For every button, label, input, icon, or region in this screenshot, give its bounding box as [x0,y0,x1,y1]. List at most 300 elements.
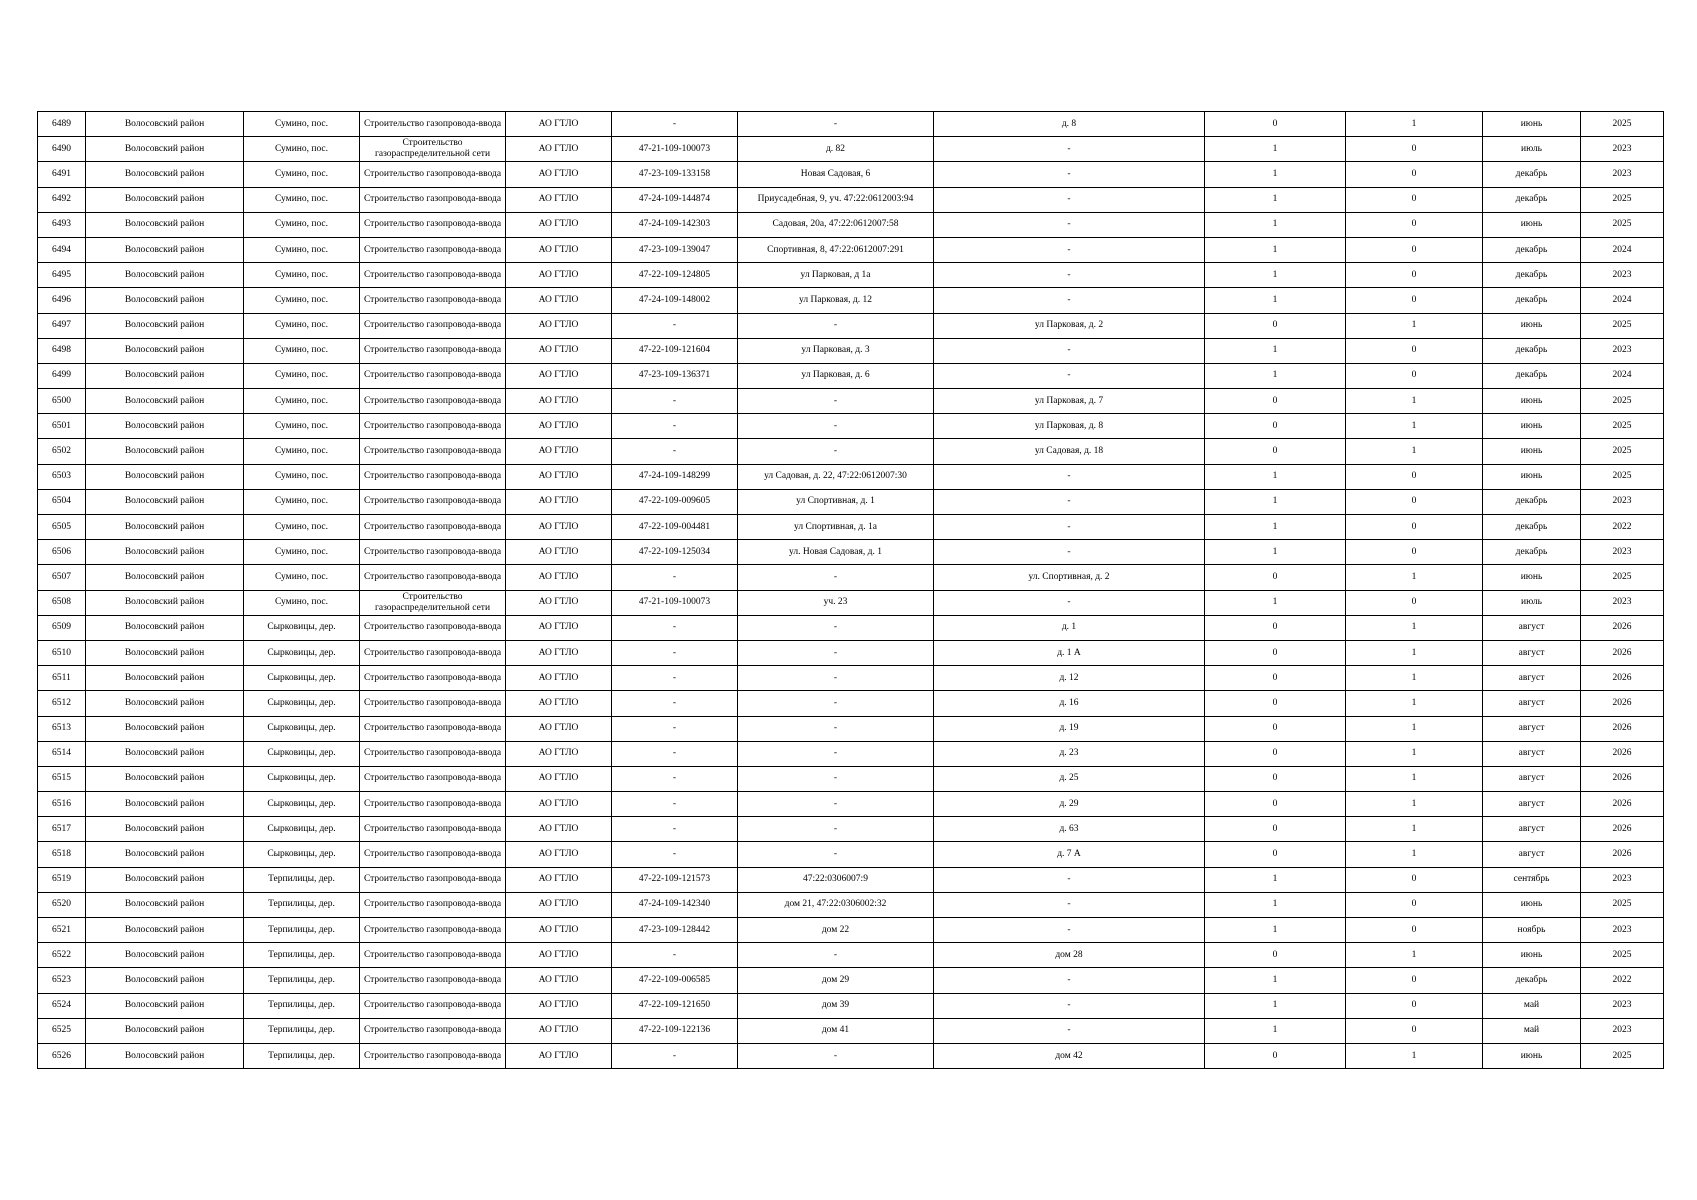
district-cell: Волосовский район [86,137,244,162]
month-cell: декабрь [1483,515,1581,540]
address-connected-cell: Спортивная, 8, 47:22:0612007:291 [738,237,934,262]
year-cell: 2023 [1581,1018,1664,1043]
row-number-cell: 6522 [38,943,86,968]
address-planned-cell: д. 23 [934,741,1205,766]
month-cell: декабрь [1483,162,1581,187]
connected-count-cell: 0 [1205,439,1346,464]
settlement-cell: Сумино, пос. [244,288,360,313]
organization-cell: АО ГТЛО [506,212,612,237]
planned-count-cell: 1 [1346,792,1483,817]
table-row [38,137,1664,162]
organization-cell: АО ГТЛО [506,565,612,590]
table-row [38,817,1664,842]
table-body [38,112,1664,1069]
work-type-cell: Строительство газопровода-ввода [360,313,506,338]
organization-cell: АО ГТЛО [506,515,612,540]
row-number-cell: 6496 [38,288,86,313]
connected-count-cell: 0 [1205,666,1346,691]
connected-count-cell: 0 [1205,112,1346,137]
year-cell: 2023 [1581,338,1664,363]
table-row [38,263,1664,288]
application-number-cell: - [612,565,738,590]
month-cell: июнь [1483,565,1581,590]
organization-cell: АО ГТЛО [506,187,612,212]
address-planned-cell: д. 1 А [934,640,1205,665]
work-type-cell: Строительство газопровода-ввода [360,792,506,817]
district-cell: Волосовский район [86,691,244,716]
year-cell: 2022 [1581,515,1664,540]
row-number-cell: 6497 [38,313,86,338]
address-connected-cell: Садовая, 20а, 47:22:0612007:58 [738,212,934,237]
address-planned-cell: - [934,892,1205,917]
district-cell: Волосовский район [86,615,244,640]
district-cell: Волосовский район [86,112,244,137]
connected-count-cell: 0 [1205,741,1346,766]
district-cell: Волосовский район [86,363,244,388]
address-planned-cell: ул Парковая, д. 7 [934,389,1205,414]
address-connected-cell: дом 21, 47:22:0306002:32 [738,892,934,917]
application-number-cell: 47-22-109-121573 [612,867,738,892]
application-number-cell: - [612,691,738,716]
connected-count-cell: 1 [1205,363,1346,388]
month-cell: август [1483,640,1581,665]
organization-cell: АО ГТЛО [506,590,612,615]
organization-cell: АО ГТЛО [506,741,612,766]
work-type-cell: Строительство газопровода-ввода [360,766,506,791]
planned-count-cell: 0 [1346,918,1483,943]
month-cell: декабрь [1483,187,1581,212]
settlement-cell: Сырковицы, дер. [244,817,360,842]
connected-count-cell: 0 [1205,766,1346,791]
year-cell: 2026 [1581,842,1664,867]
planned-count-cell: 1 [1346,565,1483,590]
district-cell: Волосовский район [86,515,244,540]
work-type-cell: Строительство газопровода-ввода [360,943,506,968]
organization-cell: АО ГТЛО [506,137,612,162]
organization-cell: АО ГТЛО [506,842,612,867]
settlement-cell: Сырковицы, дер. [244,640,360,665]
settlement-cell: Сумино, пос. [244,212,360,237]
address-connected-cell: - [738,741,934,766]
planned-count-cell: 0 [1346,968,1483,993]
row-number-cell: 6511 [38,666,86,691]
address-planned-cell: д. 12 [934,666,1205,691]
month-cell: декабрь [1483,540,1581,565]
row-number-cell: 6513 [38,716,86,741]
row-number-cell: 6518 [38,842,86,867]
row-number-cell: 6524 [38,993,86,1018]
application-number-cell: - [612,414,738,439]
year-cell: 2025 [1581,389,1664,414]
year-cell: 2026 [1581,615,1664,640]
table-row [38,640,1664,665]
month-cell: июнь [1483,439,1581,464]
organization-cell: АО ГТЛО [506,968,612,993]
work-type-cell: Строительство газопровода-ввода [360,892,506,917]
application-number-cell: - [612,640,738,665]
row-number-cell: 6493 [38,212,86,237]
year-cell: 2025 [1581,112,1664,137]
year-cell: 2024 [1581,237,1664,262]
settlement-cell: Сырковицы, дер. [244,792,360,817]
settlement-cell: Сумино, пос. [244,237,360,262]
work-type-cell: Строительство газопровода-ввода [360,615,506,640]
connected-count-cell: 0 [1205,943,1346,968]
planned-count-cell: 1 [1346,817,1483,842]
row-number-cell: 6505 [38,515,86,540]
organization-cell: АО ГТЛО [506,237,612,262]
district-cell: Волосовский район [86,565,244,590]
organization-cell: АО ГТЛО [506,993,612,1018]
district-cell: Волосовский район [86,288,244,313]
connected-count-cell: 1 [1205,187,1346,212]
address-connected-cell: - [738,691,934,716]
address-connected-cell: - [738,414,934,439]
table-row [38,741,1664,766]
address-planned-cell: ул Садовая, д. 18 [934,439,1205,464]
planned-count-cell: 1 [1346,640,1483,665]
settlement-cell: Сырковицы, дер. [244,842,360,867]
table-row [38,313,1664,338]
address-connected-cell: - [738,389,934,414]
settlement-cell: Сумино, пос. [244,439,360,464]
month-cell: июнь [1483,464,1581,489]
row-number-cell: 6491 [38,162,86,187]
planned-count-cell: 1 [1346,112,1483,137]
address-connected-cell: 47:22:0306007:9 [738,867,934,892]
address-planned-cell: - [934,968,1205,993]
table-row [38,565,1664,590]
district-cell: Волосовский район [86,842,244,867]
month-cell: август [1483,817,1581,842]
table-row [38,338,1664,363]
application-number-cell: 47-22-109-125034 [612,540,738,565]
year-cell: 2026 [1581,766,1664,791]
address-connected-cell: ул Спортивная, д. 1 [738,489,934,514]
month-cell: май [1483,993,1581,1018]
table-row [38,590,1664,615]
table-row [38,867,1664,892]
district-cell: Волосовский район [86,817,244,842]
connected-count-cell: 0 [1205,817,1346,842]
row-number-cell: 6520 [38,892,86,917]
address-connected-cell: - [738,112,934,137]
address-connected-cell: д. 82 [738,137,934,162]
row-number-cell: 6504 [38,489,86,514]
planned-count-cell: 0 [1346,137,1483,162]
table-row [38,1018,1664,1043]
work-type-cell: Строительство газопровода-ввода [360,439,506,464]
address-planned-cell: д. 7 А [934,842,1205,867]
row-number-cell: 6526 [38,1043,86,1068]
year-cell: 2025 [1581,892,1664,917]
table-row [38,892,1664,917]
application-number-cell: - [612,615,738,640]
connected-count-cell: 0 [1205,842,1346,867]
address-connected-cell: - [738,439,934,464]
settlement-cell: Сырковицы, дер. [244,716,360,741]
planned-count-cell: 0 [1346,515,1483,540]
work-type-cell: Строительство газопровода-ввода [360,968,506,993]
connected-count-cell: 1 [1205,338,1346,363]
settlement-cell: Терпилицы, дер. [244,993,360,1018]
application-number-cell: 47-21-109-100073 [612,590,738,615]
address-planned-cell: дом 28 [934,943,1205,968]
work-type-cell: Строительство газопровода-ввода [360,993,506,1018]
planned-count-cell: 1 [1346,842,1483,867]
address-connected-cell: - [738,766,934,791]
settlement-cell: Сумино, пос. [244,313,360,338]
application-number-cell: 47-24-109-148002 [612,288,738,313]
application-number-cell: - [612,112,738,137]
settlement-cell: Сырковицы, дер. [244,691,360,716]
district-cell: Волосовский район [86,666,244,691]
organization-cell: АО ГТЛО [506,766,612,791]
address-connected-cell: дом 22 [738,918,934,943]
work-type-cell: Строительство газопровода-ввода [360,666,506,691]
table-row [38,943,1664,968]
row-number-cell: 6507 [38,565,86,590]
application-number-cell: - [612,943,738,968]
work-type-cell: Строительство газопровода-ввода [360,842,506,867]
year-cell: 2025 [1581,187,1664,212]
year-cell: 2025 [1581,943,1664,968]
organization-cell: АО ГТЛО [506,489,612,514]
application-number-cell: 47-22-109-121604 [612,338,738,363]
planned-count-cell: 0 [1346,263,1483,288]
address-planned-cell: д. 19 [934,716,1205,741]
month-cell: декабрь [1483,288,1581,313]
address-planned-cell: - [934,338,1205,363]
month-cell: июль [1483,137,1581,162]
connected-count-cell: 1 [1205,162,1346,187]
application-number-cell: - [612,1043,738,1068]
month-cell: июнь [1483,389,1581,414]
organization-cell: АО ГТЛО [506,666,612,691]
organization-cell: АО ГТЛО [506,414,612,439]
settlement-cell: Сумино, пос. [244,263,360,288]
district-cell: Волосовский район [86,540,244,565]
year-cell: 2023 [1581,993,1664,1018]
month-cell: август [1483,842,1581,867]
district-cell: Волосовский район [86,716,244,741]
year-cell: 2025 [1581,212,1664,237]
work-type-cell: Строительство газопровода-ввода [360,1043,506,1068]
planned-count-cell: 1 [1346,615,1483,640]
connected-count-cell: 1 [1205,892,1346,917]
table-row [38,540,1664,565]
planned-count-cell: 1 [1346,414,1483,439]
settlement-cell: Сумино, пос. [244,112,360,137]
connected-count-cell: 0 [1205,792,1346,817]
address-connected-cell: - [738,943,934,968]
connected-count-cell: 1 [1205,993,1346,1018]
year-cell: 2023 [1581,263,1664,288]
table-row [38,489,1664,514]
table-row [38,187,1664,212]
connected-count-cell: 1 [1205,212,1346,237]
district-cell: Волосовский район [86,313,244,338]
district-cell: Волосовский район [86,1018,244,1043]
year-cell: 2023 [1581,162,1664,187]
row-number-cell: 6498 [38,338,86,363]
district-cell: Волосовский район [86,489,244,514]
connected-count-cell: 1 [1205,489,1346,514]
address-planned-cell: ул. Спортивная, д. 2 [934,565,1205,590]
work-type-cell: Строительство газораспределительной сети [360,137,506,162]
planned-count-cell: 0 [1346,162,1483,187]
connected-count-cell: 0 [1205,414,1346,439]
year-cell: 2023 [1581,540,1664,565]
district-cell: Волосовский район [86,640,244,665]
month-cell: декабрь [1483,489,1581,514]
district-cell: Волосовский район [86,766,244,791]
month-cell: август [1483,741,1581,766]
address-planned-cell: д. 8 [934,112,1205,137]
organization-cell: АО ГТЛО [506,112,612,137]
address-planned-cell: - [934,993,1205,1018]
application-number-cell: - [612,766,738,791]
connected-count-cell: 1 [1205,464,1346,489]
address-planned-cell: - [934,464,1205,489]
planned-count-cell: 1 [1346,741,1483,766]
connected-count-cell: 0 [1205,640,1346,665]
settlement-cell: Сумино, пос. [244,389,360,414]
table-row [38,237,1664,262]
address-planned-cell: - [934,212,1205,237]
settlement-cell: Сумино, пос. [244,590,360,615]
month-cell: июнь [1483,112,1581,137]
organization-cell: АО ГТЛО [506,640,612,665]
address-planned-cell: - [934,263,1205,288]
planned-count-cell: 1 [1346,716,1483,741]
address-connected-cell: - [738,792,934,817]
row-number-cell: 6510 [38,640,86,665]
settlement-cell: Сумино, пос. [244,540,360,565]
year-cell: 2026 [1581,817,1664,842]
district-cell: Волосовский район [86,439,244,464]
planned-count-cell: 0 [1346,338,1483,363]
work-type-cell: Строительство газораспределительной сети [360,590,506,615]
organization-cell: АО ГТЛО [506,691,612,716]
month-cell: ноябрь [1483,918,1581,943]
address-connected-cell: ул Парковая, д. 3 [738,338,934,363]
application-number-cell: 47-23-109-136371 [612,363,738,388]
address-connected-cell: Приусадебная, 9, уч. 47:22:0612003:94 [738,187,934,212]
month-cell: август [1483,666,1581,691]
work-type-cell: Строительство газопровода-ввода [360,918,506,943]
planned-count-cell: 0 [1346,187,1483,212]
district-cell: Волосовский район [86,590,244,615]
row-number-cell: 6501 [38,414,86,439]
settlement-cell: Сумино, пос. [244,515,360,540]
address-connected-cell: ул Парковая, д 1а [738,263,934,288]
connected-count-cell: 0 [1205,691,1346,716]
connected-count-cell: 1 [1205,515,1346,540]
address-connected-cell: ул Садовая, д. 22, 47:22:0612007:30 [738,464,934,489]
planned-count-cell: 0 [1346,237,1483,262]
organization-cell: АО ГТЛО [506,615,612,640]
row-number-cell: 6494 [38,237,86,262]
year-cell: 2026 [1581,640,1664,665]
district-cell: Волосовский район [86,918,244,943]
application-number-cell: - [612,716,738,741]
settlement-cell: Терпилицы, дер. [244,918,360,943]
connected-count-cell: 0 [1205,716,1346,741]
row-number-cell: 6499 [38,363,86,388]
work-type-cell: Строительство газопровода-ввода [360,867,506,892]
address-planned-cell: д. 1 [934,615,1205,640]
organization-cell: АО ГТЛО [506,540,612,565]
address-connected-cell: - [738,640,934,665]
application-number-cell: - [612,792,738,817]
month-cell: декабрь [1483,363,1581,388]
row-number-cell: 6506 [38,540,86,565]
work-type-cell: Строительство газопровода-ввода [360,716,506,741]
table-row [38,666,1664,691]
planned-count-cell: 0 [1346,489,1483,514]
work-type-cell: Строительство газопровода-ввода [360,515,506,540]
month-cell: август [1483,716,1581,741]
year-cell: 2023 [1581,867,1664,892]
year-cell: 2026 [1581,741,1664,766]
year-cell: 2026 [1581,716,1664,741]
organization-cell: АО ГТЛО [506,338,612,363]
month-cell: июнь [1483,943,1581,968]
settlement-cell: Сумино, пос. [244,338,360,363]
connected-count-cell: 1 [1205,968,1346,993]
year-cell: 2022 [1581,968,1664,993]
settlement-cell: Сумино, пос. [244,464,360,489]
address-connected-cell: - [738,842,934,867]
row-number-cell: 6509 [38,615,86,640]
year-cell: 2025 [1581,1043,1664,1068]
district-cell: Волосовский район [86,968,244,993]
address-planned-cell: д. 16 [934,691,1205,716]
settlement-cell: Сумино, пос. [244,489,360,514]
table-row [38,363,1664,388]
table-row [38,464,1664,489]
settlement-cell: Сумино, пос. [244,137,360,162]
connected-count-cell: 0 [1205,565,1346,590]
address-connected-cell: ул Парковая, д. 12 [738,288,934,313]
month-cell: июнь [1483,892,1581,917]
settlement-cell: Терпилицы, дер. [244,1043,360,1068]
work-type-cell: Строительство газопровода-ввода [360,112,506,137]
application-number-cell: 47-21-109-100073 [612,137,738,162]
table-row [38,162,1664,187]
work-type-cell: Строительство газопровода-ввода [360,162,506,187]
address-connected-cell: ул Спортивная, д. 1а [738,515,934,540]
month-cell: декабрь [1483,338,1581,363]
organization-cell: АО ГТЛО [506,263,612,288]
address-connected-cell: Новая Садовая, 6 [738,162,934,187]
district-cell: Волосовский район [86,212,244,237]
district-cell: Волосовский район [86,162,244,187]
planned-count-cell: 1 [1346,766,1483,791]
row-number-cell: 6512 [38,691,86,716]
settlement-cell: Терпилицы, дер. [244,1018,360,1043]
planned-count-cell: 1 [1346,389,1483,414]
address-planned-cell: - [934,237,1205,262]
address-planned-cell: дом 42 [934,1043,1205,1068]
address-connected-cell: - [738,1043,934,1068]
organization-cell: АО ГТЛО [506,867,612,892]
address-planned-cell: ул Парковая, д. 8 [934,414,1205,439]
work-type-cell: Строительство газопровода-ввода [360,187,506,212]
planned-count-cell: 0 [1346,993,1483,1018]
settlement-cell: Терпилицы, дер. [244,968,360,993]
